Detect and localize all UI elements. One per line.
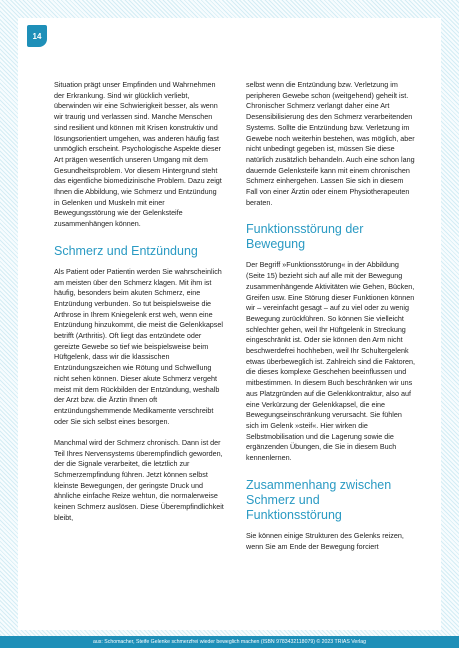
right-column — [246, 80, 416, 552]
heading-schmerz-entzuendung: Schmerz und Entzündung — [54, 243, 198, 258]
paragraph-zusammenhang: Sie können einige Strukturen des Gelenks reizen, wenn Sie am Ende der Bewegung forciert — [246, 530, 404, 551]
page-number-badge: 14 — [27, 25, 47, 47]
heading-funktionsstoerung: Funktionsstörung der Bewegung — [246, 222, 364, 252]
paragraph-chronisch-cont: selbst wenn die Entzündung bzw. Verletzung im peripheren Gewebe schon (weitgehend) geheilt ist. Chronischer Schmerz verlangt daher eine Art Desensibilisierung des den Schmerz verarbeitenden Systems. Sollte die Entzündung bzw. Verletzung im Gewebe noch weiterhin bestehen, was möglich, aber nicht unbedingt gegeben ist, müssen Sie diese natürlich zusätzlich behandeln. Auch eine schon lang dauernde Gelenksteife kann mit einem chronischen Schmerz einhergehen. Lassen Sie sich in diesem Fall von einer Ärztin oder einem Physiotherapeuten beraten. — [246, 80, 415, 207]
heading-zusammenhang: Zusammenhang zwischen Schmerz und Funktionsstörung — [246, 477, 392, 522]
paragraph-schmerz-2: Manchmal wird der Schmerz chronisch. Dann ist der Teil Ihres Nervensystems überempfindlich geworden, der die Signale verarbeitet, die letztlich zur Schmerzempfindung führen. Jetzt können selbst kleinste Bewegungen, der geringste Druck und ähnliche einfache Reize wehtun, die normalerweise keinen Schmerz auslösen. Diese Überempfindlichkeit bleibt, — [54, 437, 224, 522]
paragraph-intro: Situation prägt unser Empfinden und Wahrnehmen der Erkrankung. Sind wir glücklich verliebt, überwinden wir eine Schwierigkeit besser, als wenn wir traurig und verlassen sind. Manche Menschen sind resilient und können mit Krisen konstruktiv und lösungsorientiert umgehen, was anderen häufig fast unmöglich erscheint. Psychologische Aspekte dieser Art prägen wesentlich unseren Umgang mit dem Gesundheitsproblem. Vor diesem Hintergrund steht das eigentliche biomedizinische Problem. Dazu zeigt Ihnen die Abbildung, wie Schmerz und Entzündung in Gelenken und Muskeln mit einer Bewegungsstörung wie der Gelenksteife zusammenhängen können. — [54, 80, 222, 229]
footer-citation: aus: Schomacher, Steife Gelenke schmerzfrei wieder beweglich machen (ISBN 9783432118079) © 2023 TRIAS Verlag — [0, 636, 459, 648]
paragraph-funktionsstoerung: Der Begriff »Funktionsstörung« in der Abbildung (Seite 15) bezieht sich auf alle mit der Bewegung zusammenhängende Aktivitäten wie Gehen, Bücken, Greifen usw. Eine Störung dieser Funktionen können wir – vereinfacht gesagt – auf zu viel oder zu wenig Bewegung zurückführen. So können Sie vielleicht schlechter gehen, weil Ihr Hüftgelenk in Streckung eingeschränkt ist. Oder sie können den Arm nicht beschwerdefrei hochheben, weil Ihr Schultergelenk etwas überbeweglich ist. Zahlreich sind die Faktoren, die dieses komplexe Geschehen beeinflussen und mitbestimmen. In diesem Buch beschränken wir uns aus Platzgründen auf die Gelenkkontraktur, also auf eine Verkürzung der Gelenkkapsel, die eine Bewegungseinschränkung verursacht. Sie fühlen sich im Gelenk »steif«. Hier wirken die Selbstmobilisation und die Lagerung sowie die ergänzenden Übungen, die Sie in diesem Buch kennenlernen. — [246, 260, 415, 463]
paragraph-schmerz-1: Als Patient oder Patientin werden Sie wahrscheinlich am meisten über den Schmerz klagen. Mit ihm ist häufig, besonders beim akuten Schmerz, eine Entzündung verbunden. So tut beispielsweise die Arthrose in Ihrem Kniegelenk erst weh, wenn eine Entzündung hinzukommt, die meist die Gelenkkapsel betrifft (Arthritis). Oft liegt das entzündete oder gereizte Gewebe so tief wie beispielsweise beim Hüftgelenk, dass wir die klassischen Entzündungszeichen wie Rötung und Schwellung nicht sehen können. Dieser akute Schmerz vergeht meist mit dem Rückbilden der Entzündung, weshalb der Arzt bzw. die Ärztin Ihnen oft entzündungshemmende Medikamente verschreibt oder Sie sich selbst eines besorgen. — [54, 266, 223, 426]
left-column — [54, 80, 224, 524]
